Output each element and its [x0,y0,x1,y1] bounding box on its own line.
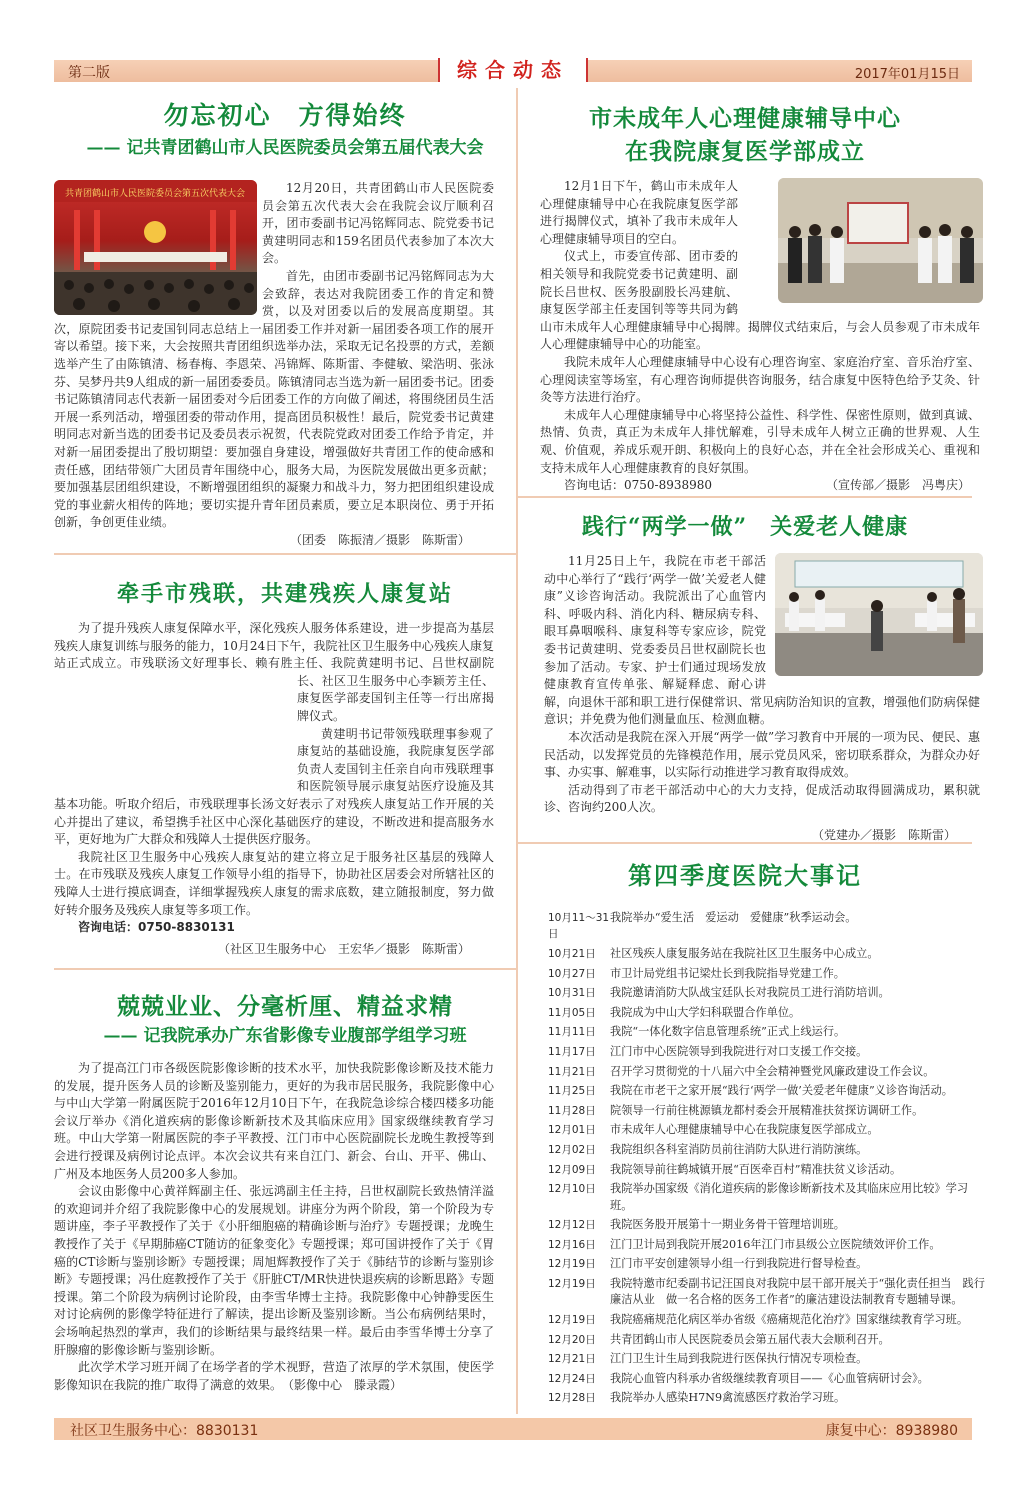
event-row [548,1217,988,1233]
event-date: 10月31日 [548,987,596,1000]
article1-body [54,180,494,549]
event-text: 我院组织各科室消防员前往消防大队进行消防演练。 [610,1142,868,1156]
event-date: 12月10日 [548,1183,596,1196]
article3-paragraph: 会议由影像中心黄祥辉副主任、张远鸿副主任主持，吕世权副院长致热情洋溢的欢迎词并介绍了我院影像中心的发展规划。讲座分为两个阶段，第一个阶段为专题讲座，李子平教授作了关于《小肝细胞癌的精确诊断与治疗》专题授课；龙晚生教授作了关于《早期肺癌CT随访的征象变化》专题授课；郑可国讲授作了关于《胃癌的CT诊断与鉴别诊断》专题授课；周旭辉教授作了关于《肺结节的诊断与鉴别诊断》专题授课；冯仕庭教授作了关于《肝脏CT/MR快进快退疾病的诊断思路》专题授课。第二个阶段为病例讨论阶段，由李雪华博士主持。我院影像中心钟静雯医生对讨论病例的影像学特征进行了解读，提出诊断及鉴别诊断。当公布病例结果时，会场响起热烈的掌声，我们的诊断结果与最终结果一样。最后由李雪华博士分享了肝腺瘤的影像诊断与鉴别诊断。 [54,1184,494,1357]
divider-right-1 [518,496,972,498]
event-date: 10月11～31日 [548,912,610,941]
article3-subtitle: —— 记我院承办广东省影像专业腹部学组学习班 [103,1026,467,1046]
event-text: 我院举办国家级《消化道疾病的影像诊断新技术及其临床应用比较》学习班。 [610,1182,969,1212]
event-row [548,1371,988,1387]
event-date: 12月02日 [548,1143,596,1156]
event-text: 社区残疾人康复服务站在我院社区卫生服务中心成立。 [610,947,879,960]
footer-right: 康复中心：8938980 [825,1423,958,1439]
article2-paragraph: 为了提升残疾人康复保障水平，深化残疾人服务体系建设，进一步提高为基层残疾人康复训练与服务的能力，10月24日下午，我院社区卫生服务中心残疾人康复站正式成立。市残联汤文好理事长、赖有胜主任、我院黄建明书记、吕世权副院长、社区卫生服务中心李颖芳主任、康复医学部麦国钊主任等一行出席揭牌仪式。 [54,621,494,723]
event-text: 我院医务股开展第十一期业务骨干管理培训班。 [610,1218,845,1232]
event-date: 12月19日 [548,1313,596,1326]
event-row [548,1064,988,1080]
event-date: 12月21日 [548,1353,596,1366]
article2-title: 牵手市残联，共建残疾人康复站 [116,581,453,607]
events-list [548,910,988,1410]
article4-title-line2: 在我院康复医学部成立 [625,138,865,165]
event-date: 12月19日 [548,1258,596,1271]
event-text: 我院“一体化数字信息管理系统”正式上线运行。 [610,1025,846,1039]
event-text: 我院举办人感染H7N9禽流感医疗救治学习班。 [610,1391,846,1405]
divider-left-1 [54,553,516,555]
event-row [548,966,988,982]
article3-paragraph [54,1359,494,1394]
article3-p3-text: 此次学术学习班开阔了在场学者的学术视野，营造了浓厚的学术氛围，使医学影像知识在我院的推广取得了满意的效果。 [54,1360,494,1392]
article5-credit: （党建办／摄影 陈斯雷） [811,827,956,842]
event-row [548,1103,988,1119]
issue-date: 2017年01月15日 [854,67,960,82]
event-row [548,1351,988,1367]
event-row [548,1237,988,1253]
column-divider [516,88,518,1414]
event-row [548,985,988,1001]
event-date: 10月21日 [548,948,596,960]
event-text: 江门市平安创建领导小组一行到我院进行督导检查。 [610,1257,868,1271]
event-date: 12月12日 [548,1219,596,1232]
article3-paragraph: 为了提高江门市各级医院影像诊断的技术水平，加快我院影像诊断及技术能力的发展，提升医务人员的诊断及鉴别能力，更好的为我市居民服务，我院影像中心与中山大学第一附属医院于2016年12月10日下午，在我院急诊综合楼四楼多功能会议厅举办《消化道疾病的影像诊断新技术及其临床应用》国家级继续教育学习班。中山大学第一附属医院的李子平教授、江门市中心医院副院长龙晚生教授等到会进行授课及病例讨论点评。本次会议共有来自江门、新会、台山、开平、佛山、广州及本地医务人员200多人参加。 [54,1061,494,1181]
event-row [548,1256,988,1272]
event-row [548,1312,988,1328]
event-text: 我院邀请消防大队战宝廷队长对我院员工进行消防培训。 [610,986,890,1000]
edition-label: 第二版 [68,65,110,81]
event-row [548,1083,988,1099]
event-row [548,1162,988,1178]
event-date: 11月05日 [548,1006,596,1019]
event-text: 我院在市老干之家开展“践行‘两学一做’关爱老年健康”义诊咨询活动。 [610,1084,953,1098]
event-date: 11月17日 [548,1045,596,1058]
event-row [548,1005,988,1021]
event-date: 11月21日 [548,1065,596,1078]
article3-body [54,1060,494,1394]
photo-float-spacer [766,553,980,680]
event-date: 12月24日 [548,1372,596,1385]
article4-paragraph: 12月1日下午，鹤山市未成年人心理健康辅导中心在我院康复医学部进行揭牌仪式，填补了我市未成年人心理健康辅导项目的空白。 [540,179,738,246]
photo-float-spacer [54,180,262,315]
article4-footer-row [540,477,980,495]
event-row [548,1122,988,1138]
article1-paragraph: 12月20日，共青团鹤山市人民医院委员会第五次代表大会在我院会议厅顺利召开，团市委副书记冯铭辉同志、院党委书记黄建明同志和159名团员代表参加了本次大会。 [262,181,494,266]
event-date: 12月28日 [548,1392,596,1405]
event-text: 市卫计局党组书记梁灶长到我院指导党建工作。 [610,966,845,980]
events-title: 第四季度医院大事记 [628,861,862,890]
section-title: 综合动态 [438,54,588,86]
article4-paragraph: 我院未成年人心理健康辅导中心设有心理咨询室、家庭治疗室、音乐治疗室、心理阅读室等场室，有心理咨询师提供咨询服务，结合康复中医特色给予艾灸、针灸等方法进行治疗。 [540,354,980,405]
event-row [548,1024,988,1040]
event-text: 江门市中心医院领导到我院进行对口支援工作交接。 [610,1044,868,1058]
event-row [548,1332,988,1348]
event-text: 江门卫生计生局到我院进行医保执行情况专项检查。 [610,1352,868,1366]
article5-title: 践行“两学一做” 关爱老人健康 [581,514,909,540]
event-date: 10月27日 [548,967,596,980]
event-row [548,1181,988,1214]
event-row [548,910,988,943]
event-date: 12月16日 [548,1238,596,1251]
article2-phone: 咨询电话：0750-8830131 [78,920,235,935]
event-text: 我院癌痛规范化病区举办省级《癌痛规范化治疗》国家继续教育学习班。 [610,1312,969,1326]
event-text: 共青团鹤山市人民医院委员会第五届代表大会顺利召开。 [610,1332,890,1346]
photo-banner-text: 共青团鹤山市人民医院委员会第五次代表大会 [64,189,246,199]
footer-left: 社区卫生服务中心：8830131 [70,1423,259,1439]
event-text: 市未成年人心理健康辅导中心在我院康复医学部成立。 [610,1123,879,1137]
article5-paragraph: 活动得到了市老干部活动中心的大力支持，促成活动取得圆满成功，累积就诊、咨询约200人次。 [544,782,980,815]
article3-title: 兢兢业业、分毫析厘、精益求精 [117,993,453,1020]
article4-paragraph: 未成年人心理健康辅导中心将坚持公益性、科学性、保密性原则，做到真诚、热情、负责，真正为未成年人排忧解难，引导未成年人树立正确的世界观、人生观、价值观，养成乐观开朗、积极向上的良好心态，并在全社会形成关心、重视和支持未成年人心理健康教育的良好氛围。 [540,407,980,475]
event-text: 院领导一行前往桃源镇龙都村委会开展精准扶贫探访调研工作。 [610,1103,924,1117]
event-date: 11月11日 [548,1026,596,1039]
event-text: 我院举办“爱生活 爱运动 爱健康”秋季运动会。 [610,911,857,924]
article2-paragraph: 黄建明书记带领残联理事参观了康复站的基础设施，我院康复医学部负责人麦国钊主任亲自向市残联理事和医院领导展示康复站医疗设施及其基本功能。听取介绍后，市残联理事长汤文好表示了对残疾人康复站工作开展的关心并提出了建议，希望携手社区中心深化基础医疗的建设，不断改进和提高服务水平，更好地为广大群众和残障人士提供医疗服务。 [54,726,494,847]
article5-paragraph: 11月25日上午，我院在市老干部活动中心举行了“践行‘两学一做’关爱老人健康”义诊咨询活动。我院派出了心血管内科、呼吸内科、消化内科、糖尿病专科、眼耳鼻咽喉科、康复科等专家应诊，院党委书记黄建明、党委委员吕世权副院长也参加了活动。专家、护士们通过现场发放健康教育宣传单张、解疑释虑、耐心讲解，向退休干部和职工进行保健常识、常见病防治知识的宣教，增强他们防病保健意识；并免费为他们测量血压、检测血糖。 [544,554,980,727]
article1-title: 勿忘初心 方得始终 [163,101,407,130]
article2-credit: （社区卫生服务中心 王宏华／摄影 陈斯雷） [217,941,470,956]
article3-credit: （影像中心 滕录霞） [288,1377,403,1392]
article2-body-wrap [54,620,494,958]
article4-paragraph: 仪式上，市委宣传部、团市委的相关领导和我院党委书记黄建明、副院长吕世权、医务股副股长冯建航、康复医学部主任麦国钊等等共同为鹤山市未成年人心理健康辅导中心揭牌。揭牌仪式结束后，与会人员参观了市未成年人心理健康辅导中心的功能室。 [540,249,980,352]
event-date: 11月28日 [548,1104,596,1117]
event-row [548,1390,988,1406]
article4-body [540,178,980,495]
event-text: 召开学习贯彻党的十八届六中全会精神暨党风廉政建设工作会议。 [610,1064,935,1078]
article1-subtitle: —— 记共青团鹤山市人民医院委员会第五届代表大会 [86,138,484,158]
divider-left-2 [54,968,516,970]
article1-paragraph: 首先，由团市委副书记冯铭辉同志为大会致辞，表达对我院团委工作的肯定和赞赏，以及对团委以后的发展高度期望。其次，原院团委书记麦国钊同志总结上一届团委工作并对新一届团委各项工作的展开寄以希望。接下来，大会按照共青团组织选举办法，采取无记名投票的方式，差额选举产生了由陈镇清、杨春梅、李恩荣、冯锦辉、陈斯雷、李健敏、梁浩明、张泳芬、吴梦丹共9人组成的新一届团委委员。陈镇清同志当选为新一届团委书记。团委书记陈镇清同志代表新一届团委对今后团委工作的方向做了阐述，将围绕团员生活开展一系列活动，增强团委的带动作用，提高团员积极性！最后，院党委书记黄建明同志对新当选的团委书记及委员表示祝贺，代表院党政对团委工作给予肯定，并对新一届团委提出了殷切期望：要加强自身建设，增强做好共青团工作的使命感和责任感，团结带领广大团员青年围绕中心，服务大局，为医院发展做出更多贡献；要加强基层团组织建设，不断增强团组织的凝聚力和战斗力，努力把团组织建设成党的事业薪火相传的阵地；要切实提升青年团员素质，要立足本职岗位、勇于开拓创新，争创更佳业绩。 [54,268,494,530]
article4-phone: 咨询电话：0750-8938980 [564,478,713,493]
page-footer [54,1418,972,1440]
event-date: 12月19日 [548,1277,596,1290]
event-date: 12月09日 [548,1163,596,1176]
article4-credit: （宣传部／摄影 冯粤庆） [825,478,970,493]
event-date: 11月25日 [548,1085,596,1098]
event-row [548,1044,988,1060]
event-row [548,1276,988,1309]
event-text: 我院心血管内科承办省级继续教育项目——《心血管病研讨会》。 [610,1371,929,1385]
photo-float-spacer [738,178,980,306]
article5-paragraph: 本次活动是我院在深入开展“两学一做”学习教育中开展的一项为民、便民、惠民活动，以发挥党员的先锋模范作用，展示党员风采，密切联系群众，为群众办好事、办实事、解难事，以实际行动推进学习教育取得成效。 [544,729,980,780]
event-text: 我院领导前往鹤城镇开展“百医牵百村”精准扶贫义诊活动。 [610,1162,902,1176]
event-text: 我院特邀市纪委副书记汪国良对我院中层干部开展关于“强化责任担当 践行廉洁从业 做一名合格的医务工作者”的廉洁建设法制教育专题辅导课。 [610,1276,985,1307]
event-date: 12月01日 [548,1124,596,1137]
event-row [548,946,988,962]
photo-float-spacer [54,677,297,789]
event-text: 江门卫计局到我院开展2016年江门市县级公立医院绩效评价工作。 [610,1237,941,1251]
article4-title-line1: 市未成年人心理健康辅导中心 [589,105,901,132]
article2-paragraph: 我院社区卫生服务中心残疾人康复站的建立将立足于服务社区基层的残障人士。在市残联及残疾人康复工作领导小组的指导下，协助社区居委会对所辖社区的残障人士进行摸底调查，详细掌握残疾人康复的需求底数，建立随报制度，努力做好转介服务及残疾人康复等多项工作。 [54,849,494,917]
article1-credit: （团委 陈振清／摄影 陈斯雷） [289,532,470,547]
event-text: 我院成为中山大学妇科联盟合作单位。 [610,1005,801,1019]
event-row [548,1142,988,1158]
event-date: 12月20日 [548,1333,596,1346]
article5-body [544,553,980,845]
